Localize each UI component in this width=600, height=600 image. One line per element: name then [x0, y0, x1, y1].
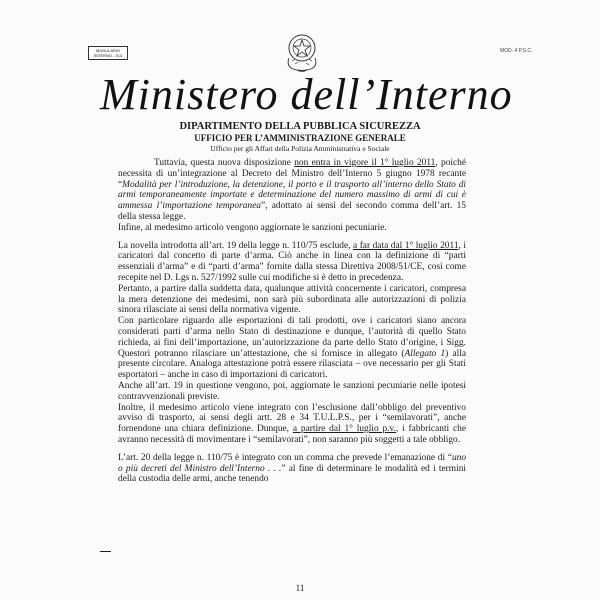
office-name: UFFICIO PER L’AMMINISTRAZIONE GENERALE: [194, 133, 406, 143]
modulario-code: INTERNO - 314: [93, 53, 123, 58]
department-name: DIPARTIMENTO DELLA PUBBLICA SICUREZZA: [179, 121, 421, 132]
ministry-title: Ministero dell’Interno: [100, 70, 513, 119]
text-run: ) alla presente circolare. Analoga attestazione potrà essere rilasciata – ove necessario per gli Stati esportatori – anche in caso di importazioni di caricatori.: [118, 348, 467, 381]
underlined-text: a far data dal 1° luglio 2011: [353, 240, 459, 251]
text-run: ”, adottato ai sensi del secondo comma dell’art. 15 della stessa legge.: [118, 201, 466, 222]
underlined-text: non entra in vigore il 1° luglio 2011: [294, 158, 436, 168]
paragraph: [118, 403, 466, 446]
modulario-box: [88, 46, 128, 60]
margin-mark: [100, 551, 111, 552]
text-run: Con particolare riguardo alle esportazioni di tali prodotti, ove i caricatori siano ancora considerati parti d’arma nello Stato di destinazione e dunque, l’autorità di quello Stato richieda, ai fini dell’importazione, un’autorizzazione da parte dello Stato d’origine, i Sigg. Questori potranno rilasciare un’attestazione, che si fornisce in allegato (: [118, 316, 466, 359]
paragraph: [118, 241, 466, 284]
text-run: Inoltre, il medesimo articolo viene integrato con l’esclusione dall’obbligo del preventivo avviso di trasporto, ai sensi degli artt. 28 e 34 T.U.L.P.S., per i “semilavorati”, anche fornendone una chiara definizione. Dunque,: [118, 402, 466, 435]
italic-text: uno o più decreti del Ministro dell’Interno . . .: [118, 452, 466, 474]
page-number: 11: [295, 583, 305, 593]
paragraph: Anche all’art. 19 in questione vengono, poi, aggiornate le sanzioni pecuniarie nelle ipotesi contravvenzionali previste.: [118, 380, 466, 402]
text-run: , i caricatori dal concetto di parte d’arma. Ciò anche in linea con la definizione di “parti essenziali d’arma” e di “parti d’arma” fornite dalla stessa Direttiva 2008/51/CE, così come recepite nel D. Lgs n. 527/1992 sulle cui modifiche si è detto in precedenza.: [118, 240, 466, 283]
document-body: [118, 158, 466, 485]
text-run: L’art. 20 della legge n. 110/75 è integrato con un comma che prevede l’emanazione di “: [118, 452, 452, 463]
paragraph: [118, 453, 466, 485]
paragraph: Pertanto, a partire dalla suddetta data, qualunque attività concernente i caricatori, compresa la mera detenzione dei medesimi, non sarà più subordinata alle autorizzazioni di polizia sinora rilasciate ai sensi della normativa vigente.: [118, 283, 466, 316]
paragraph: Infine, al medesimo articolo vengono aggiornate le sanzioni pecuniarie.: [118, 222, 387, 233]
italic-text: Allegato 1: [404, 348, 446, 359]
text-run: , i fabbricanti che avranno necessità di movimentare i “semilavorati”, non saranno più soggetti a tale obbligo.: [118, 424, 467, 445]
text-run: , poiché necessita di un’integrazione al Decreto del Ministro dell’Interno 5 giugno 1978 recante “: [118, 158, 467, 190]
italic-text: Modalità per l’introduzione, la detenzione, il porto e il trasporto all’interno dello Stato di armi temporaneamente importate e determinazione del numero massimo di armi di cui è ammessa l’importazione temporanea: [118, 179, 466, 212]
text-run: Tuttavia, questa nuova disposizione: [154, 158, 295, 168]
form-code: MOD. 4 P.S.C.: [500, 48, 533, 54]
modulario-label: MODULARIO: [95, 48, 121, 53]
text-run: ” al fine di determinare le modalità ed i termini della custodia delle armi, anche tenendo: [118, 463, 466, 485]
underlined-text: a partire dal 1° luglio p.v.: [292, 424, 396, 435]
paragraph: [118, 316, 466, 381]
text-run: La novella introdotta all’art. 19 della legge n. 110/75 esclude,: [118, 240, 353, 251]
republic-emblem-icon: [283, 28, 321, 74]
paragraph: [118, 158, 466, 223]
suboffice-name: Ufficio per gli Affari della Polizia Amministrativa e Sociale: [210, 144, 390, 153]
